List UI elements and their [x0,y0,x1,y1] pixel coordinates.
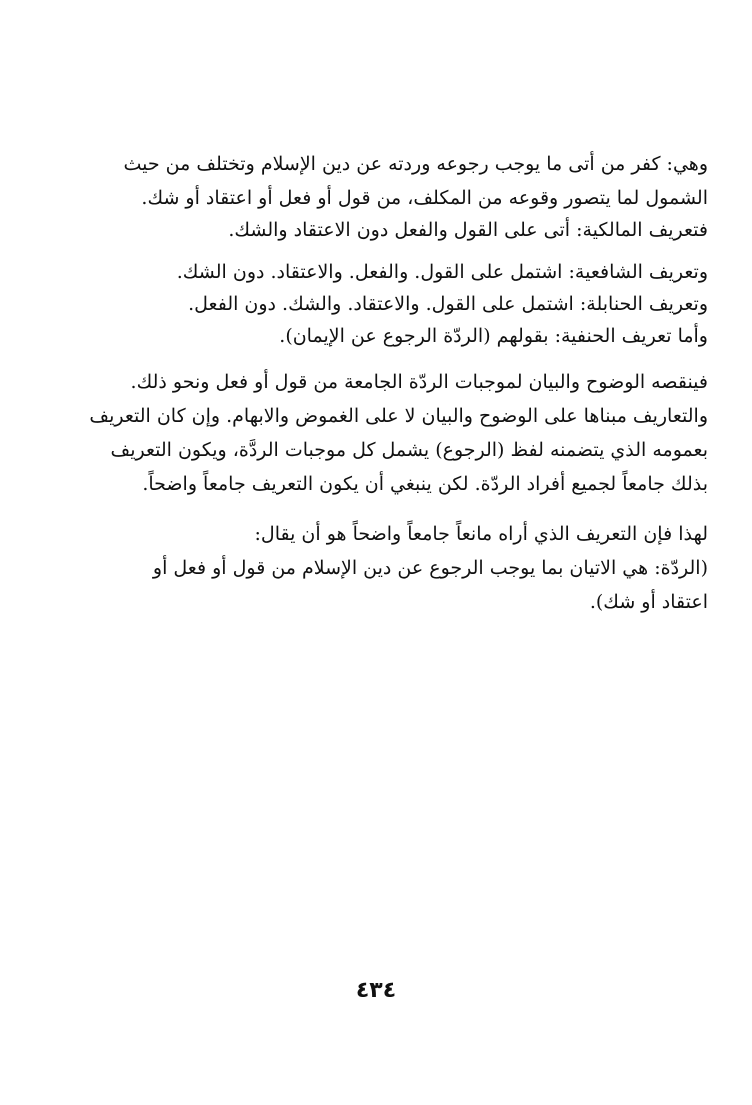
page-number: ٤٣٤ [355,978,397,1003]
text-line: الشمول لما يتصور وقوعه من المكلف، من قول أو فعل أو اعتقاد أو شك. [141,187,708,209]
text-line: فينقصه الوضوح والبيان لموجبات الردّة الجامعة من قول أو فعل ونحو ذلك. [130,371,708,393]
text-line: فتعريف المالكية: أتى على القول والفعل دون الاعتقاد والشك. [228,219,708,241]
text-line: لهذا فإن التعريف الذي أراه مانعاً جامعاً واضحاً هو أن يقال: [254,523,708,545]
text-line: والتعاريف مبناها على الوضوح والبيان لا على الغموض والابهام. وإن كان التعريف [89,405,708,427]
text-line: (الردّة: هي الاتيان بما يوجب الرجوع عن دين الإسلام من قول أو فعل أو [152,557,708,579]
text-line: اعتقاد أو شك). [589,591,708,613]
text-line: وأما تعريف الحنفية: بقولهم (الردّة الرجوع عن الإيمان). [279,325,708,347]
text-line: وتعريف الشافعية: اشتمل على القول. والفعل. والاعتقاد. دون الشك. [176,261,708,283]
text-line: وهي: كفر من أتى ما يوجب رجوعه وردته عن دين الإسلام وتختلف من حيث [123,153,708,175]
text-line: بذلك جامعاً لجميع أفراد الردّة. لكن ينبغي أن يكون التعريف جامعاً واضحاً. [142,473,708,495]
text-line: بعمومه الذي يتضمنه لفظ (الرجوع) يشمل كل موجبات الردَّة، ويكون التعريف [110,439,708,461]
text-line: وتعريف الحنابلة: اشتمل على القول. والاعتقاد. والشك. دون الفعل. [188,293,708,315]
